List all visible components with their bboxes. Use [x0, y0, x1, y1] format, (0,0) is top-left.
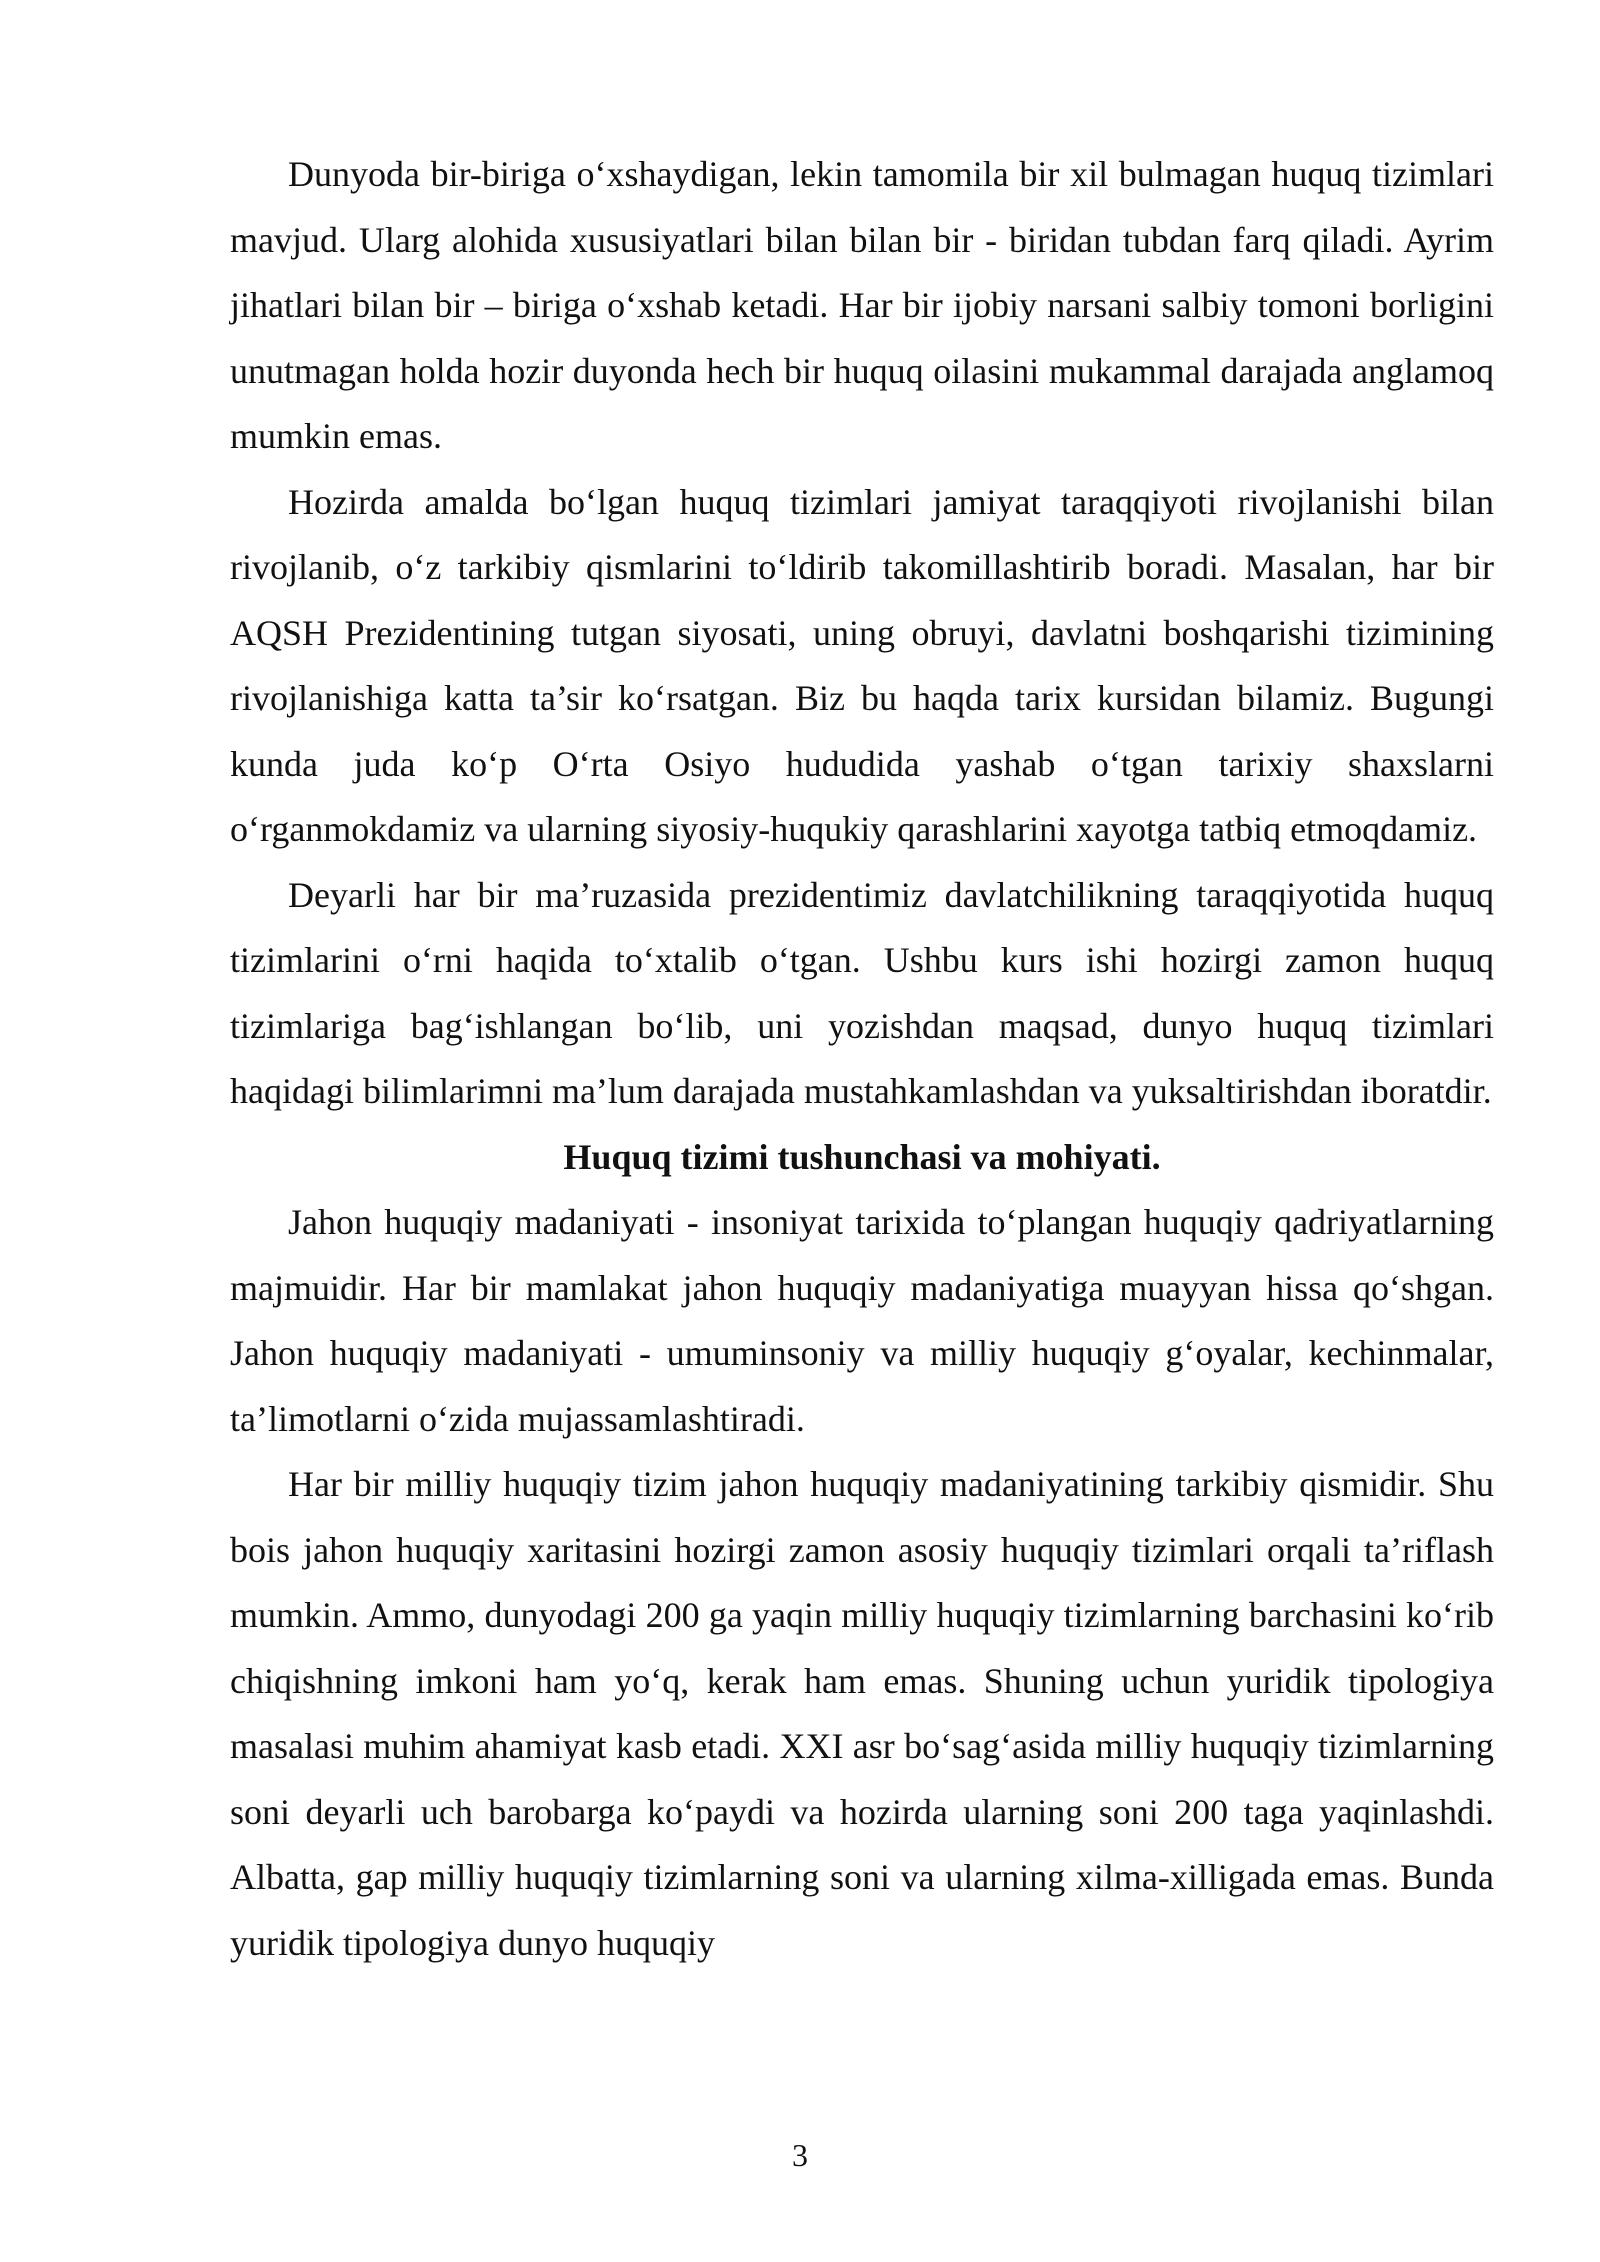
section-heading: Huquq tizimi tushunchasi va mohiyati.	[563, 1136, 1161, 1177]
paragraph-3: Deyarli har bir ma’ruzasida prezidentimiz davlatchilikning taraqqiyotida huquq tizimlarini o‘rni haqida to‘xtalib o‘tgan. Ushbu kurs ishi hozirgi zamon huquq tizimlariga bag‘ishlangan bo‘lib, uni yozishdan maqsad, dunyo huquq tizimlari haqidagi bilimlarimni ma’lum darajada mustahkamlashdan va yuksaltirishdan iboratdir.	[230, 874, 1494, 1111]
document-page	[230, 142, 1494, 1976]
paragraph-4: Jahon huquqiy madaniyati - insoniyat tarixida to‘plangan huquqiy qadriyatlarning majmuidir. Har bir mamlakat jahon huquqiy madaniyatiga muayyan hissa qo‘shgan. Jahon huquqiy madaniyati - umuminsoniy va milliy huquqiy g‘oyalar, kechinmalar, ta’limotlarni o‘zida mujassamlashtiradi.	[230, 1202, 1494, 1439]
paragraph-2: Hozirda amalda bo‘lgan huquq tizimlari jamiyat taraqqiyoti rivojlanishi bilan rivojlanib, o‘z tarkibiy qismlarini to‘ldirib takomillashtirib boradi. Masalan, har bir AQSH Prezidentining tutgan siyosati, uning obruyi, davlatni boshqarishi tizimining rivojlanishiga katta ta’sir ko‘rsatgan. Biz bu haqda tarix kursidan bilamiz. Bugungi kunda juda ko‘p O‘rta Osiyo hududida yashab o‘tgan tarixiy shaxslarni o‘rganmokdamiz va ularning siyosiy-huqukiy qarashlarini xayotga tatbiq etmoqdamiz.	[230, 481, 1494, 849]
paragraph-5: Har bir milliy huquqiy tizim jahon huquqiy madaniyatining tarkibiy qismidir. Shu bois jahon huquqiy xaritasini hozirgi zamon asosiy huquqiy tizimlari orqali ta’riflash mumkin. Ammo, dunyodagi 200 ga yaqin milliy huquqiy tizimlarning barchasini ko‘rib chiqishning imkoni ham yo‘q, kerak ham emas. Shuning uchun yuridik tipologiya masalasi muhim ahamiyat kasb etadi. XXI asr bo‘sag‘asida milliy huquqiy tizimlarning soni deyarli uch barobarga ko‘paydi va hozirda ularning soni 200 taga yaqinlashdi. Albatta, gap milliy huquqiy tizimlarning soni va ularning xilma-xilligada emas. Bunda yuridik tipologiya dunyo huquqiy	[230, 1464, 1494, 1963]
paragraph-1: Dunyoda bir-biriga o‘xshaydigan, lekin tamomila bir xil bulmagan huquq tizimlari mavjud. Ularg alohida xususiyatlari bilan bilan bir - biridan tubdan farq qiladi. Ayrim jihatlari bilan bir – biriga o‘xshab ketadi. Har bir ijobiy narsani salbiy tomoni borligini unutmagan holda hozir duyonda hech bir huquq oilasini mukammal darajada anglamoq mumkin emas.	[230, 154, 1494, 456]
page-number: 3	[792, 2137, 808, 2173]
